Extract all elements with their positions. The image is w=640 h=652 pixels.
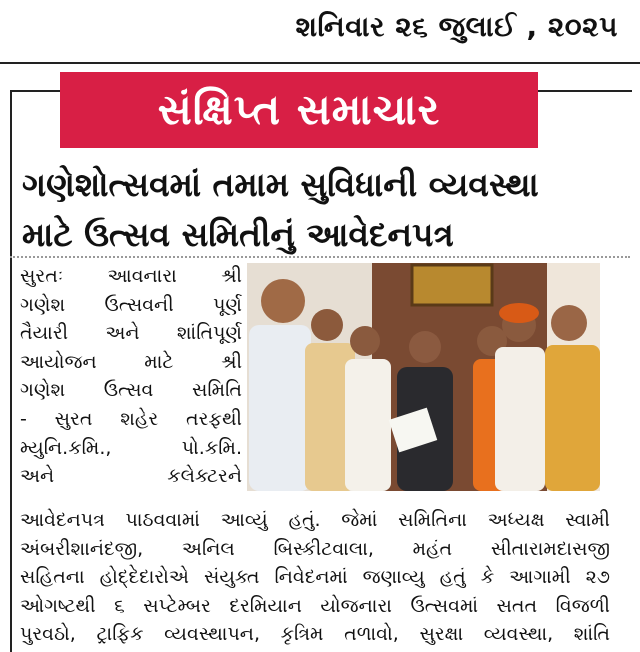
- headline-line: માટે ઉત્સવ સમિતીનું આવેદનપત્ર: [22, 215, 454, 254]
- text-line: પુરવઠો, ટ્રાફિક વ્યવસ્થાપન, કૃત્રિમ તળાવો, સુરક્ષા વ્યવસ્થા, શાંતિ: [20, 623, 610, 646]
- text-line: સુરતઃ આવનારા શ્રી: [20, 265, 242, 287]
- text-line: - સુરત શહેર તરફથી: [20, 407, 242, 430]
- text-line: ઓગષ્ટથી ૬ સપ્ટેમ્બર દરમિયાન યોજનારા ઉત્સવમાં સતત વિજળી: [20, 594, 610, 617]
- text-line: આયોજન માટે શ્રી: [20, 350, 242, 373]
- section-banner: [60, 72, 538, 148]
- text-line: આવેદનપત્ર પાઠવવામાં આવ્યું હતું. જેમાં સમિતિના અધ્યક્ષ સ્વામી: [20, 509, 610, 531]
- group-photo-illustration: [247, 263, 600, 491]
- text-line: તૈયારી અને શાંતિપૂર્ણ: [20, 322, 242, 345]
- article-column-text: [20, 262, 242, 491]
- text-line: ગણેશ ઉત્સવની પૂર્ણ: [20, 293, 242, 316]
- text-line: સહિતના હોદ્દેદારોએ સંયુક્ત નિવેદનમાં જણાવ્યુ હતું કે આગામી ૨૭: [20, 566, 610, 589]
- text-line: અંબરીશાનંદજી, અનિલ બિસ્કીટવાલા, મહંત સીતારામદાસજી: [20, 537, 610, 560]
- headline-line: ગણેશોત્સવમાં તમામ સુવિધાની વ્યવસ્થા: [22, 165, 539, 204]
- article-body-text: [20, 506, 610, 649]
- article-headline: [22, 160, 622, 260]
- news-photo: [247, 263, 600, 491]
- header-rule: [0, 62, 640, 64]
- text-line: અને કલેક્ટરને: [20, 465, 242, 488]
- text-line: મ્યુનિ.કમિ., પો.કમિ.: [20, 436, 242, 459]
- text-line: ગણેશ ઉત્સવ સમિતિ: [20, 379, 242, 402]
- edition-date: શનિવાર ૨૬ જુલાઈ , ૨૦૨૫: [295, 10, 618, 43]
- headline-divider: [10, 256, 630, 258]
- section-label: સંક્ષિપ્ત સમાચાર: [157, 85, 441, 134]
